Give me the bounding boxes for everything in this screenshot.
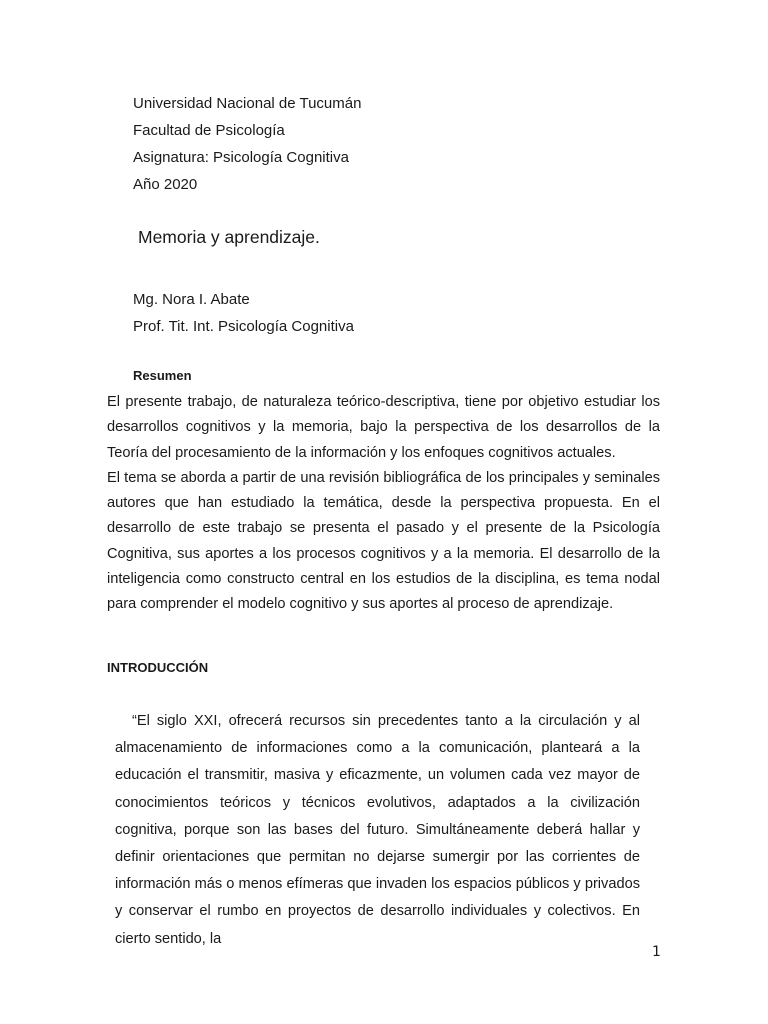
abstract-paragraph: El tema se aborda a partir de una revisión bibliográfica de los principales y seminales autores que han estudiado la temática, desde la perspectiva propuesta. En el desarrollo de este trabajo se presenta el pasado y el presente de la Psicología Cognitiva, sus aportes a los procesos cognitivos y a la memoria. El desarrollo de la inteligencia como constructo central en los estudios de la disciplina, es tema nodal para comprender el modelo cognitivo y sus aportes al proceso de aprendizaje.	[107, 469, 660, 613]
abstract-heading: Resumen	[133, 368, 192, 383]
institution-header	[133, 90, 361, 198]
introduction-quote: “El siglo XXI, ofrecerá recursos sin precedentes tanto a la circulación y al almacenamiento de informaciones como a la comunicación, planteará a la educación el transmitir, masiva y eficazmente, un volumen cada vez mayor de conocimientos teóricos y técnicos evolutivos, adaptados a la civilización cognitiva, porque son las bases del futuro. Simultáneamente deberá hallar y definir orientaciones que permitan no dejarse sumergir por las corrientes de información más o menos efímeras que invaden los espacios públicos y privados y conservar el rumbo en proyectos de desarrollo individuales y colectivos. En cierto sentido, la	[115, 713, 640, 947]
year: Año 2020	[133, 176, 198, 193]
author-block	[133, 286, 354, 340]
subject-name: Asignatura: Psicología Cognitiva	[133, 149, 349, 166]
document-title: Memoria y aprendizaje.	[138, 227, 320, 247]
university-name: Universidad Nacional de Tucumán	[133, 95, 362, 112]
page-number: 1	[652, 944, 661, 960]
introduction-heading: INTRODUCCIÓN	[107, 660, 209, 675]
abstract-body	[107, 390, 660, 618]
faculty-name: Facultad de Psicología	[133, 122, 285, 139]
abstract-paragraph: El presente trabajo, de naturaleza teórico-descriptiva, tiene por objetivo estudiar los desarrollos cognitivos y la memoria, bajo la perspectiva de los desarrollos de la Teoría del procesamiento de la información y los enfoques cognitivos actuales.	[107, 394, 660, 461]
author-name: Mg. Nora I. Abate	[133, 291, 250, 308]
author-position: Prof. Tit. Int. Psicología Cognitiva	[133, 318, 354, 335]
